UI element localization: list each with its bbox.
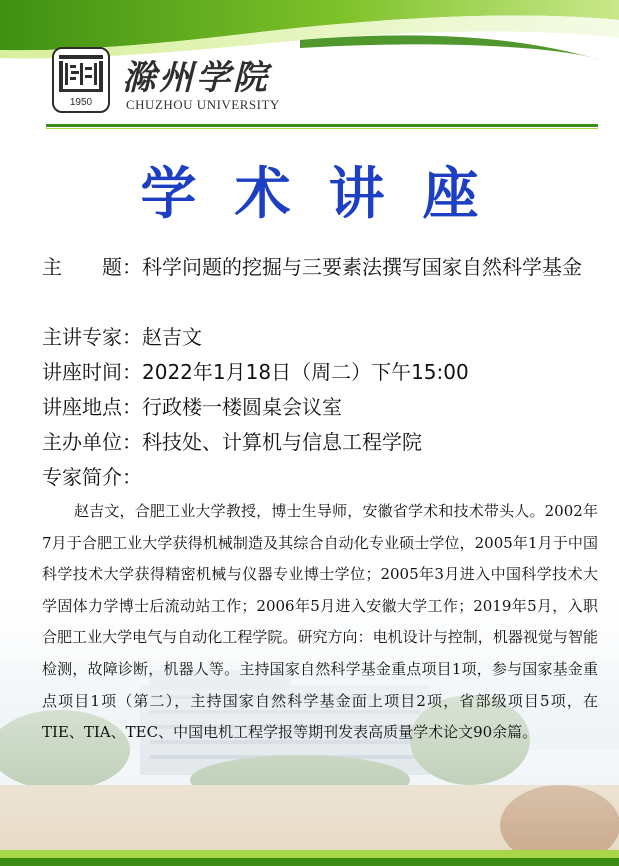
university-name-cn: 滁州学院 <box>122 58 270 98</box>
university-emblem-icon <box>52 47 110 113</box>
field-speaker-value: 赵吉文 <box>142 325 202 349</box>
field-bio-heading <box>42 460 602 494</box>
field-time <box>42 355 602 389</box>
speaker-bio: 赵吉文，合肥工业大学教授，博士生导师，安徽省学术和技术带头人。2002年7月于合肥工业大学获得机械制造及其综合自动化专业硕士学位，2005年1月于中国科学技术大学获得精密机械与仪器专业博士学位；2005年3月进入中国科学技术大学固体力学博士后流动站工作；2006年5月进入安徽大学工作；2019年5月，入职合肥工业大学电气与自动化工程学院。研究方向：电机设计与控制，机器视觉与智能检测，故障诊断，机器人等。主持国家自然科学基金重点项目1项，参与国家基金重点项目1项（第二），主持国家自然科学基金面上项目2项，省部级项目5项，在TIE、TIA、TEC、中国电机工程学报等期刊发表高质量学术论文90余篇。 <box>42 502 598 742</box>
field-time-label: 讲座时间： <box>42 360 142 384</box>
field-topic-label: 主 题： <box>42 255 142 279</box>
founding-year: 1950 <box>69 97 93 108</box>
field-time-value: 2022年1月18日（周二）下午15:00 <box>142 360 469 384</box>
field-bio-heading-label: 专家简介： <box>42 465 142 489</box>
footer-bar <box>0 850 619 866</box>
field-location-value: 行政楼一楼圆桌会议室 <box>142 395 342 419</box>
field-location-label: 讲座地点： <box>42 395 142 419</box>
university-name-en: CHUZHOU UNIVERSITY <box>126 97 280 112</box>
field-speaker <box>42 320 602 354</box>
field-location <box>42 390 602 424</box>
field-topic-value: 科学问题的挖掘与三要素法撰写国家自然科学基金 <box>142 255 582 279</box>
poster-title: 学术讲座 <box>140 162 517 227</box>
field-organizer <box>42 425 602 459</box>
field-speaker-label: 主讲专家： <box>42 325 142 349</box>
field-organizer-value: 科技处、计算机与信息工程学院 <box>142 430 422 454</box>
field-topic <box>42 250 602 284</box>
field-organizer-label: 主办单位： <box>42 430 142 454</box>
